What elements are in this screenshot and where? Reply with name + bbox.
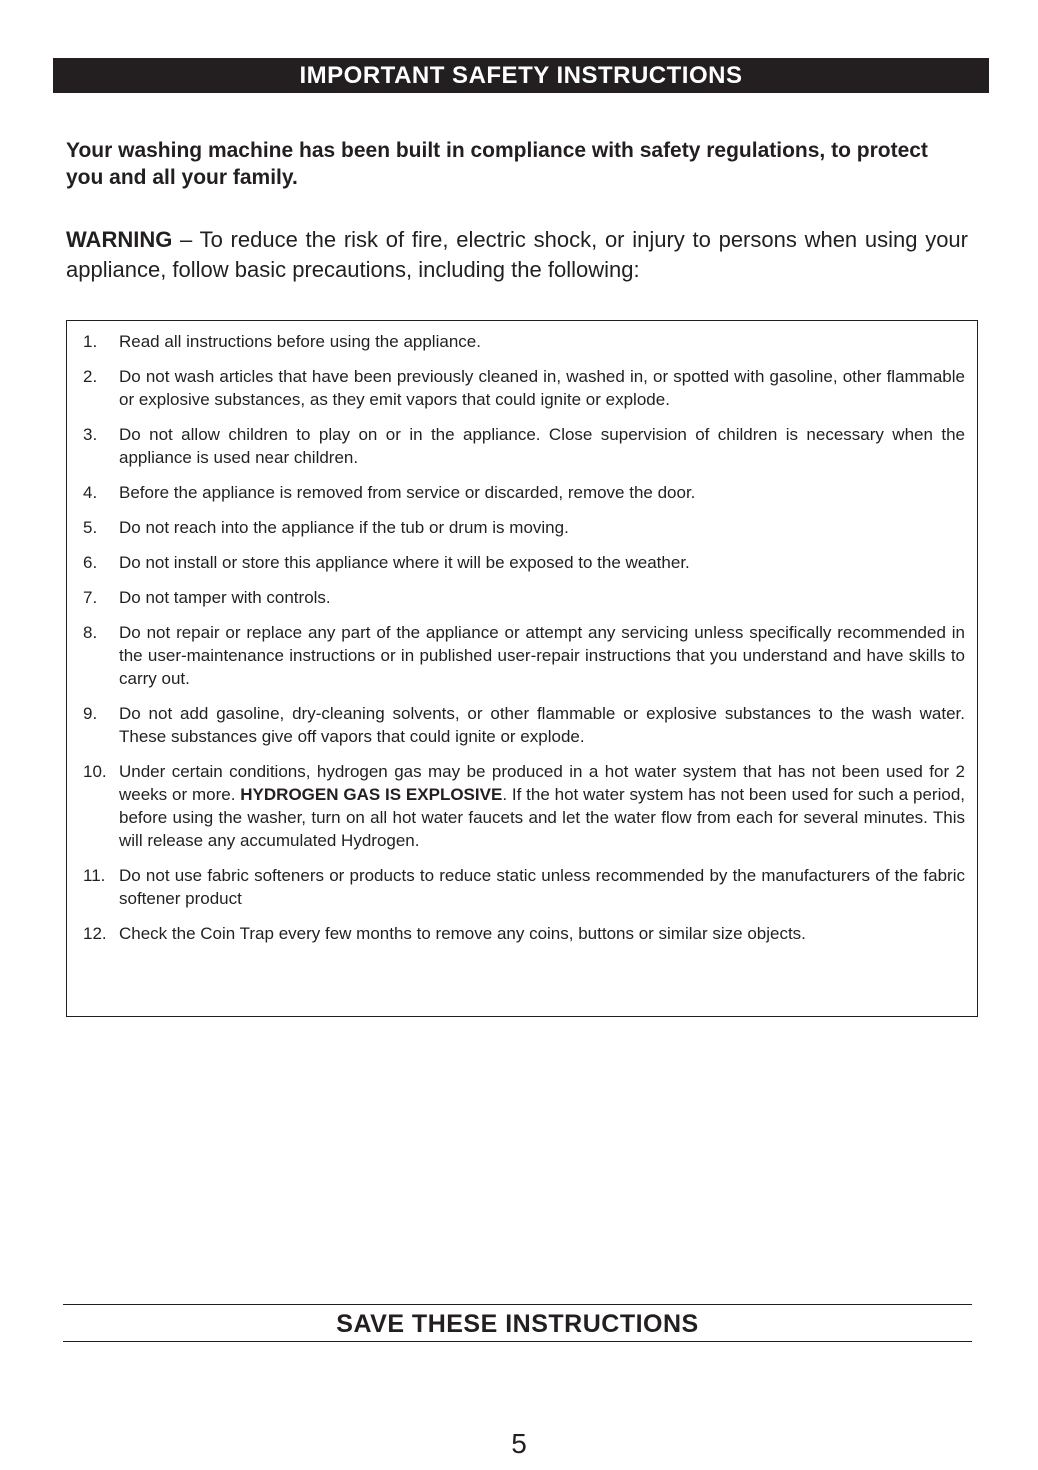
warning-paragraph bbox=[66, 225, 968, 285]
item-number: 2. bbox=[83, 367, 98, 386]
item-text: Do not tamper with controls. bbox=[119, 588, 331, 607]
item-number: 8. bbox=[83, 623, 98, 642]
instructions-box bbox=[66, 320, 978, 1017]
item-number: 9. bbox=[83, 704, 98, 723]
item-text: Under certain conditions, hydrogen gas may be produced in a hot water system that has not been used for 2 weeks or more. bbox=[119, 762, 965, 804]
item-text: Do not reach into the appliance if the tub or drum is moving. bbox=[119, 518, 569, 537]
item-text: Do not repair or replace any part of the appliance or attempt any servicing unless specifically recommended in the user-maintenance instructions or in published user-repair instructions that you understand and have skills to carry out. bbox=[119, 623, 965, 688]
list-item bbox=[81, 702, 965, 748]
list-item bbox=[81, 365, 965, 411]
item-text: Before the appliance is removed from service or discarded, remove the door. bbox=[119, 483, 696, 502]
list-item bbox=[81, 864, 965, 910]
list-item bbox=[81, 922, 965, 945]
item-text: Do not allow children to play on or in the appliance. Close supervision of children is necessary when the appliance is used near children. bbox=[119, 425, 965, 467]
item-text: Do not use fabric softeners or products to reduce static unless recommended by the manufacturers of the fabric softener product bbox=[119, 866, 965, 908]
list-item bbox=[81, 481, 965, 504]
item-number: 4. bbox=[83, 483, 98, 502]
item-text: Do not install or store this appliance where it will be exposed to the weather. bbox=[119, 553, 690, 572]
list-item bbox=[81, 516, 965, 539]
item-text: Do not add gasoline, dry-cleaning solvents, or other flammable or explosive substances to the wash water. These substances give off vapors that could ignite or explode. bbox=[119, 704, 965, 746]
list-item bbox=[81, 330, 965, 353]
list-item bbox=[81, 760, 965, 852]
intro-text: Your washing machine has been built in compliance with safety regulations, to protect you and all your family. bbox=[66, 139, 928, 189]
item-emphasis: HYDROGEN GAS IS EXPLOSIVE bbox=[240, 785, 503, 804]
list-item bbox=[81, 551, 965, 574]
warning-text: – To reduce the risk of fire, electric shock, or injury to persons when using your appliance, follow basic precautions, including the following: bbox=[66, 227, 968, 282]
instructions-list bbox=[81, 330, 965, 957]
list-item bbox=[81, 621, 965, 690]
save-instructions-banner: SAVE THESE INSTRUCTIONS bbox=[63, 1304, 972, 1342]
page-number: 5 bbox=[511, 1428, 527, 1459]
item-number: 5. bbox=[83, 518, 98, 537]
item-number: 7. bbox=[83, 588, 98, 607]
item-number: 6. bbox=[83, 553, 98, 572]
item-number: 12. bbox=[83, 924, 107, 943]
item-text: Read all instructions before using the appliance. bbox=[119, 332, 481, 351]
warning-label: WARNING bbox=[66, 227, 173, 252]
list-item bbox=[81, 423, 965, 469]
item-text: Check the Coin Trap every few months to remove any coins, buttons or similar size objects. bbox=[119, 924, 806, 943]
item-text: Do not wash articles that have been previously cleaned in, washed in, or spotted with gasoline, other flammable or explosive substances, as they emit vapors that could ignite or explode. bbox=[119, 367, 965, 409]
item-number: 10. bbox=[83, 762, 107, 781]
list-item bbox=[81, 586, 965, 609]
item-text-after: . If the hot water system has not been used for such a period, before using the washer, turn on all hot water faucets and let the water flow from each for several minutes. This will release any accumulated Hydrogen. bbox=[119, 785, 965, 850]
section-header: IMPORTANT SAFETY INSTRUCTIONS bbox=[53, 58, 989, 93]
item-number: 3. bbox=[83, 425, 98, 444]
item-number: 1. bbox=[83, 332, 98, 351]
item-number: 11. bbox=[83, 866, 106, 885]
